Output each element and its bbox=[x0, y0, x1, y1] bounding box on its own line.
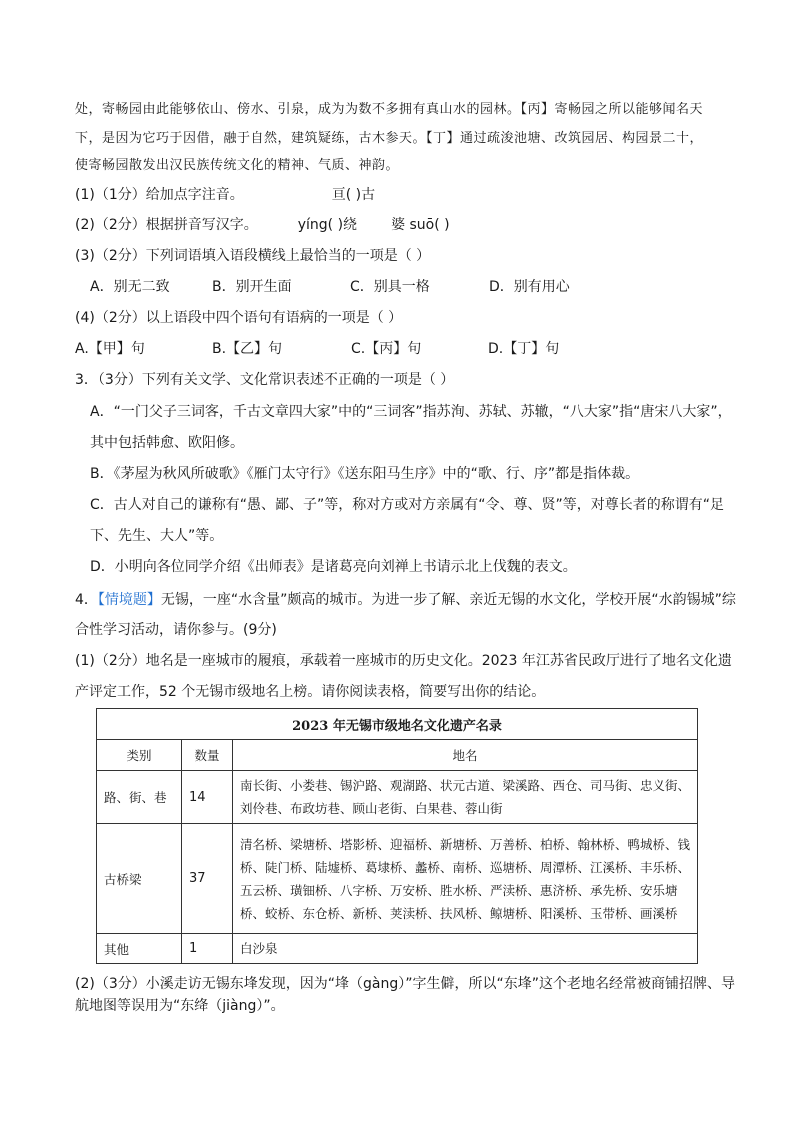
question-4-sub-1-line-2: 产评定工作，52 个无锡市级地名上榜。请你阅读表格，简要写出你的结论。 bbox=[75, 684, 546, 700]
question-3-option-c-line-1[interactable]: C．古人对自己的谦称有“愚、鄙、子”等，称对方或对方亲属有“令、尊、贤”等，对尊长者的称谓有“足 bbox=[90, 497, 725, 513]
subquestion-2 bbox=[75, 215, 450, 235]
place-name-table bbox=[96, 708, 698, 964]
question-3-option-c-line-2: 下、先生、大人”等。 bbox=[90, 528, 224, 544]
question-3-option-a-line-2: 其中包括韩愈、欧阳修。 bbox=[90, 435, 244, 451]
header-count: 数量 bbox=[182, 740, 233, 771]
subquestion-4-prompt: (4)（2分）以上语段中四个语句有语病的一项是（ ） bbox=[75, 310, 403, 326]
row-names: 清名桥、梁塘桥、塔影桥、迎福桥、新塘桥、万善桥、柏桥、翰林桥、鸭城桥、钱桥、陡门桥、陆墟桥、葛埭桥、蠡桥、南桥、巡塘桥、周潭桥、江溪桥、丰乐桥、五云桥、璜钿桥、八字桥、万安桥、胜水桥、严渎桥、惠济桥、承先桥、安乐塘桥、蛟桥、东仓桥、新桥、荚渎桥、扶风桥、鲸塘桥、阳溪桥、玉带桥、画溪桥 bbox=[233, 824, 698, 934]
question-4-sub-2-line-1: (2)（3分）小溪走访无锡东埄发现，因为“埄（gàng）”字生僻，所以“东埄”这个老地名经常被商铺招牌、导 bbox=[75, 976, 735, 992]
question-4-sub-1-line-1: (1)（2分）地名是一座城市的履痕，承载着一座城市的历史文化。2023 年江苏省民政厅进行了地名文化遗 bbox=[75, 653, 732, 669]
option-a[interactable]: A．别无二致 bbox=[90, 279, 170, 295]
subquestion-3-options bbox=[90, 277, 570, 297]
row-category: 古桥梁 bbox=[97, 824, 182, 934]
hanzi-blank-suo: 婆 suō( ) bbox=[391, 217, 450, 233]
option-c[interactable]: C．别具一格 bbox=[350, 279, 430, 295]
row-names: 白沙泉 bbox=[233, 934, 698, 964]
scenario-tag: 【情境题】 bbox=[97, 592, 161, 608]
question-4-line-1 bbox=[75, 590, 736, 610]
question-3-option-b[interactable]: B．《茅屋为秋风所破歌》《雁门太守行》《送东阳马生序》中的“歌、行、序”都是指体裁。 bbox=[90, 466, 640, 482]
hanzi-blank-ying: yíng( )绕 bbox=[297, 217, 358, 233]
pinyin-blank-gen: 亘( )古 bbox=[331, 187, 376, 203]
row-count: 37 bbox=[182, 824, 233, 934]
passage-line-3: 使寄畅园散发出汉民族传统文化的精神、气质、神韵。 bbox=[75, 158, 400, 173]
header-category: 类别 bbox=[97, 740, 182, 771]
option-b[interactable]: B.【乙】句 bbox=[212, 341, 283, 357]
row-count: 14 bbox=[182, 771, 233, 824]
row-category: 路、街、巷 bbox=[97, 771, 182, 824]
option-a[interactable]: A.【甲】句 bbox=[75, 341, 145, 357]
question-4-intro: 无锡，一座“水含量”颇高的城市。为进一步了解、亲近无锡的水文化，学校开展“水韵锡城”综 bbox=[160, 592, 736, 608]
table-row bbox=[97, 771, 698, 824]
question-3-option-a-line-1[interactable]: A．“一门父子三词客，千古文章四大家”中的“三词客”指苏洵、苏轼、苏辙，“八大家”指“唐宋八大家”， bbox=[90, 404, 732, 420]
question-3-option-d[interactable]: D．小明向各位同学介绍《出师表》是诸葛亮向刘禅上书请示北上伐魏的表文。 bbox=[90, 559, 577, 575]
subquestion-1-prompt: (1)（1分）给加点字注音。 bbox=[75, 187, 244, 203]
table-caption: 2023 年无锡市级地名文化遗产名录 bbox=[97, 709, 698, 740]
table-row bbox=[97, 934, 698, 964]
table-row bbox=[97, 824, 698, 934]
subquestion-1 bbox=[75, 185, 375, 205]
question-4-sub-2-line-2: 航地图等误用为“东绛（jiàng）”。 bbox=[75, 998, 285, 1014]
option-d[interactable]: D．别有用心 bbox=[489, 279, 570, 295]
subquestion-3-prompt: (3)（2分）下列词语填入语段横线上最恰当的一项是（ ） bbox=[75, 248, 431, 264]
option-b[interactable]: B．别开生面 bbox=[212, 279, 292, 295]
question-4-number: 4． bbox=[75, 592, 98, 608]
header-names: 地名 bbox=[233, 740, 698, 771]
subquestion-4-options bbox=[75, 339, 559, 359]
option-c[interactable]: C.【丙】句 bbox=[351, 341, 422, 357]
passage-line-2: 下，是因为它巧于因借，融于自然，建筑疑练，古木参天。【丁】通过疏浚池塘、改筑园居、构园景二十， bbox=[75, 131, 704, 146]
subquestion-2-prompt: (2)（2分）根据拼音写汉字。 bbox=[75, 217, 258, 233]
row-count: 1 bbox=[182, 934, 233, 964]
row-category: 其他 bbox=[97, 934, 182, 964]
option-d[interactable]: D.【丁】句 bbox=[488, 341, 560, 357]
question-4-line-2: 合性学习活动，请你参与。(9分) bbox=[75, 622, 277, 638]
passage-line-1: 处，寄畅园由此能够依山、傍水、引泉，成为为数不多拥有真山水的园林。【丙】寄畅园之所以能够闻名天 bbox=[75, 102, 704, 117]
question-3-prompt: 3．（3分）下列有关文学、文化常识表述不正确的一项是（ ） bbox=[75, 372, 455, 388]
row-names: 南长街、小娄巷、锡沪路、观湖路、状元古道、梁溪路、西仓、司马街、忠义街、刘伶巷、布政坊巷、顾山老街、白果巷、蓉山街 bbox=[233, 771, 698, 824]
